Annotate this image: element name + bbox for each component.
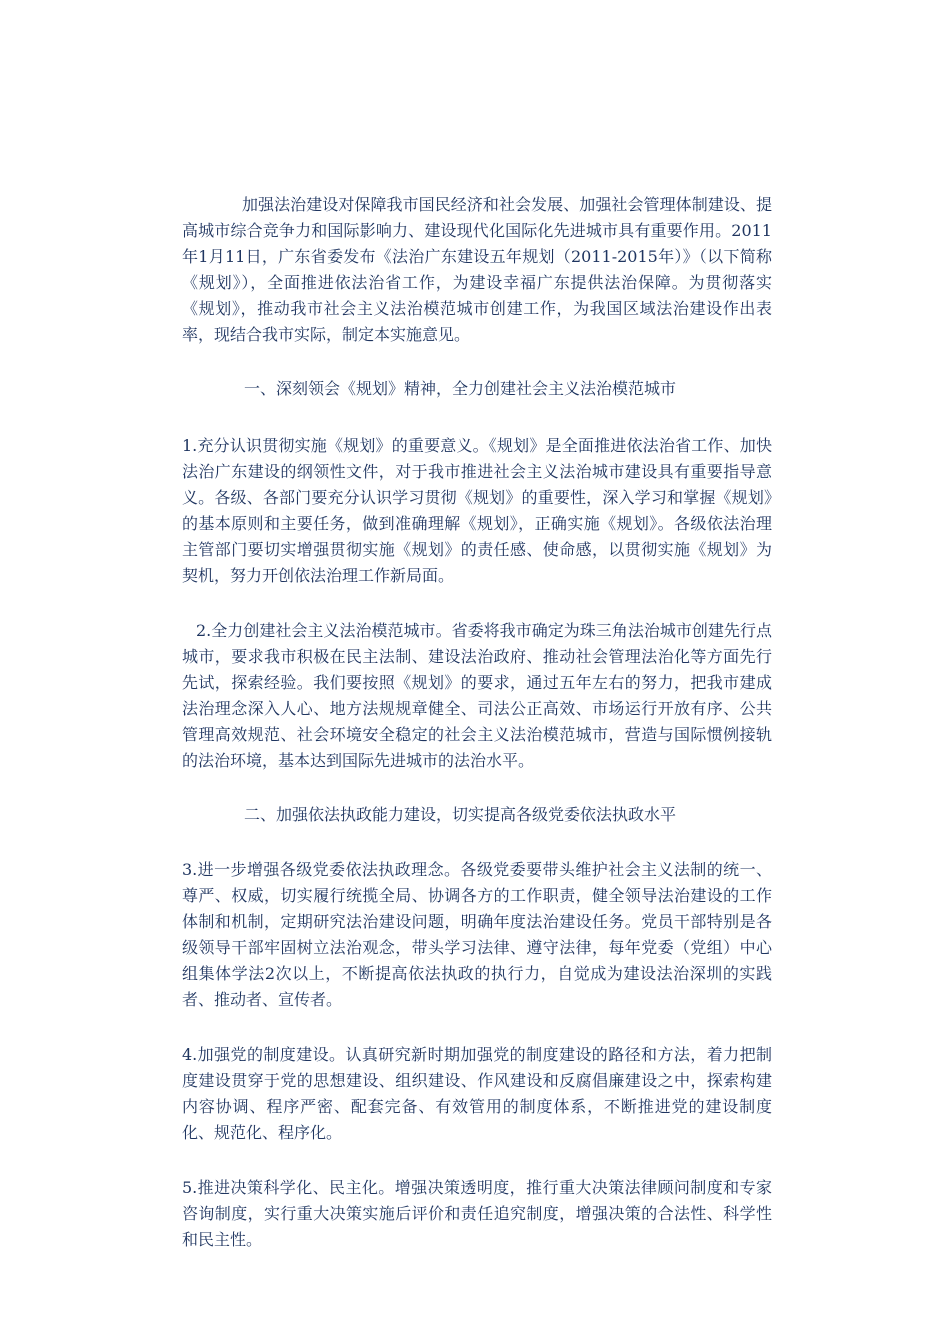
paragraph-item-5: 5.推进决策科学化、民主化。增强决策透明度，推行重大决策法律顾问制度和专家咨询制度，实行重大决策实施后评价和责任追究制度，增强决策的合法性、科学性和民主性。 (182, 1178, 772, 1249)
document-body (182, 192, 772, 1253)
intro-paragraph: 加强法治建设对保障我市国民经济和社会发展、加强社会管理体制建设、提高城市综合竞争力和国际影响力、建设现代化国际化先进城市具有重要作用。2011年1月11日，广东省委发布《法治广东建设五年规划（2011-2015年）》（以下简称《规划》），全面推进依法治省工作，为建设幸福广东提供法治保障。为贯彻落实《规划》，推动我市社会主义法治模范城市创建工作，为我国区域法治建设作出表率，现结合我市实际，制定本实施意见。 (182, 195, 772, 344)
section-heading-2: 二、加强依法执政能力建设，切实提高各级党委依法执政水平 (244, 805, 677, 824)
paragraph-item-4: 4.加强党的制度建设。认真研究新时期加强党的制度建设的路径和方法，着力把制度建设贯穿于党的思想建设、组织建设、作风建设和反腐倡廉建设之中，探索构建内容协调、程序严密、配套完备、有效管用的制度体系，不断推进党的建设制度化、规范化、程序化。 (182, 1045, 772, 1142)
paragraph-item-1: 1.充分认识贯彻实施《规划》的重要意义。《规划》是全面推进依法治省工作、加快法治广东建设的纲领性文件，对于我市推进社会主义法治城市建设具有重要指导意义。各级、各部门要充分认识学习贯彻《规划》的重要性，深入学习和掌握《规划》的基本原则和主要任务，做到准确理解《规划》，正确实施《规划》。各级依法治理主管部门要切实增强贯彻实施《规划》的责任感、使命感，以贯彻实施《规划》为契机，努力开创依法治理工作新局面。 (182, 436, 772, 585)
paragraph-item-2: 2.全力创建社会主义法治模范城市。省委将我市确定为珠三角法治城市创建先行点城市，要求我市积极在民主法制、建设法治政府、推动社会管理法治化等方面先行先试，探索经验。我们要按照《规划》的要求，通过五年左右的努力，把我市建成法治理念深入人心、地方法规规章健全、司法公正高效、市场运行开放有序、公共管理高效规范、社会环境安全稳定的社会主义法治模范城市，营造与国际惯例接轨的法治环境，基本达到国际先进城市的法治水平。 (182, 621, 772, 770)
section-heading-1: 一、深刻领会《规划》精神，全力创建社会主义法治模范城市 (244, 379, 677, 398)
paragraph-item-3: 3.进一步增强各级党委依法执政理念。各级党委要带头维护社会主义法制的统一、尊严、权威，切实履行统揽全局、协调各方的工作职责，健全领导法治建设的工作体制和机制，定期研究法治建设问题，明确年度法治建设任务。党员干部特别是各级领导干部牢固树立法治观念，带头学习法律、遵守法律，每年党委（党组）中心组集体学法2次以上，不断提高依法执政的执行力，自觉成为建设法治深圳的实践者、推动者、宣传者。 (182, 860, 772, 1009)
